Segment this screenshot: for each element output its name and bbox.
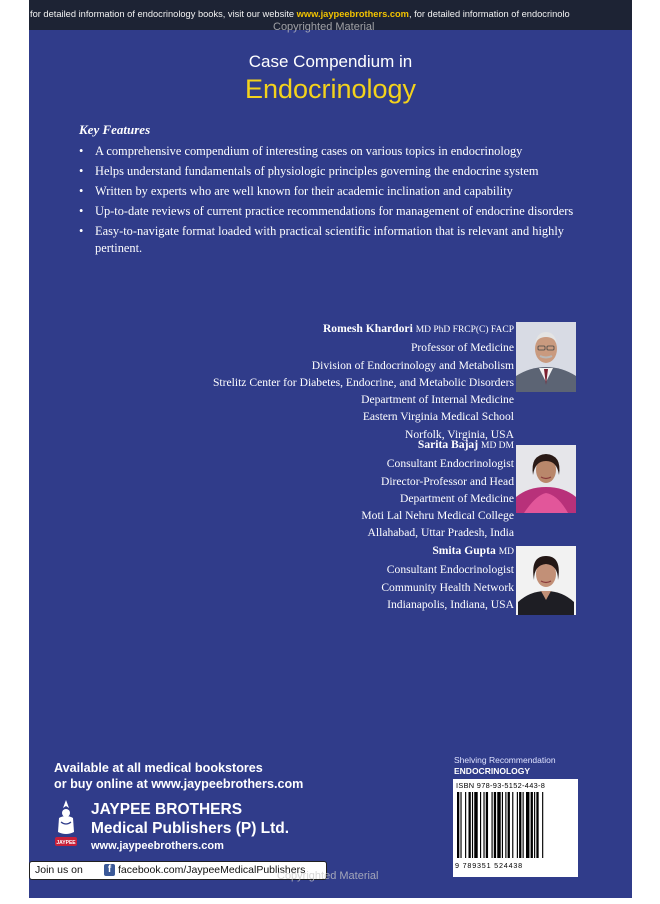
author-affiliation: Consultant Endocrinologist [386, 563, 514, 577]
banner-text-before: for detailed information of endocrinology books, visit our website [30, 9, 297, 19]
author-affiliation: Norfolk, Virginia, USA [404, 427, 514, 441]
author-affiliation: Department of Internal Medicine [361, 393, 514, 407]
isbn-label: ISBN 978-93-5152-443-8 [456, 781, 546, 790]
author-khardori [213, 320, 514, 443]
jaypee-logo-icon [53, 798, 79, 848]
watermark-top: Copyrighted Material [273, 21, 375, 33]
shelving-label: Shelving Recommendation [454, 755, 556, 765]
key-features-heading: Key Features [79, 122, 151, 137]
watermark-bottom: Copyrighted Material [277, 870, 379, 882]
author-photo-gupta [516, 546, 576, 615]
feature-item: • Easy-to-navigate format loaded with practical scientific information that is relevant and highly pertinent. [79, 223, 589, 257]
availability-line1: Available at all medical bookstores [54, 761, 263, 775]
feature-item: • A comprehensive compendium of interesting cases on various topics in endocrinology [79, 143, 589, 160]
author-affiliation: Community Health Network [381, 580, 514, 594]
feature-item: • Helps understand fundamentals of physiologic principles governing the endocrine system [79, 163, 589, 180]
facebook-url[interactable]: facebook.com/JaypeeMedicalPublishers [118, 864, 306, 876]
author-credentials: MD PhD FRCP(C) FACP [415, 325, 514, 335]
author-affiliation: Department of Medicine [400, 491, 514, 505]
book-title-line1: Case Compendium in [248, 52, 413, 71]
author-photo-khardori [516, 322, 576, 392]
isbn-barcode [453, 779, 578, 877]
author-name: Smita Gupta [432, 544, 496, 557]
availability-text [54, 760, 303, 792]
shelving-category: ENDOCRINOLOGY [454, 766, 531, 776]
book-back-cover [29, 0, 632, 898]
facebook-icon: f [104, 864, 115, 876]
facebook-join-text: Join us on [35, 864, 83, 876]
publisher-website[interactable]: www.jaypeebrothers.com [91, 840, 224, 852]
author-credentials: MD DM [481, 441, 514, 451]
key-features-list [79, 143, 589, 260]
author-affiliation: Director-Professor and Head [380, 474, 514, 488]
author-gupta [381, 542, 514, 613]
feature-item: • Up-to-date reviews of current practice recommendations for management of endocrine disorders [79, 203, 589, 220]
barcode-bars-icon [457, 792, 573, 858]
author-name: Romesh Khardori [322, 322, 413, 335]
banner-website-link[interactable]: www.jaypeebrothers.com [296, 9, 409, 19]
author-affiliation: Division of Endocrinology and Metabolism [311, 358, 514, 372]
author-credentials: MD [498, 547, 514, 557]
publisher-name-line2: Medical Publishers (P) Ltd. [91, 820, 290, 837]
author-bajaj [361, 436, 514, 542]
feature-item: • Written by experts who are well known for their academic inclination and capability [79, 183, 589, 200]
logo-text: JAYPEE [56, 840, 76, 846]
author-affiliation: Eastern Virginia Medical School [362, 410, 514, 424]
author-affiliation: Allahabad, Uttar Pradesh, India [367, 526, 514, 540]
top-banner-text [30, 9, 570, 19]
author-name: Sarita Bajaj [417, 438, 479, 451]
author-affiliation: Consultant Endocrinologist [386, 457, 514, 471]
publisher-name-line1: JAYPEE BROTHERS [91, 801, 243, 818]
author-affiliation: Indianapolis, Indiana, USA [387, 597, 514, 611]
author-affiliation: Professor of Medicine [410, 341, 514, 355]
availability-line2: or buy online at www.jaypeebrothers.com [54, 777, 304, 791]
book-title-line2: Endocrinology [244, 74, 417, 104]
barcode-number: 9 789351 524438 [455, 861, 523, 870]
author-photo-bajaj [516, 445, 576, 513]
banner-text-after: , for detailed information of endocrinolo [408, 9, 570, 19]
author-affiliation: Strelitz Center for Diabetes, Endocrine, and Metabolic Disorders [212, 375, 514, 389]
author-affiliation: Moti Lal Nehru Medical College [361, 509, 514, 523]
